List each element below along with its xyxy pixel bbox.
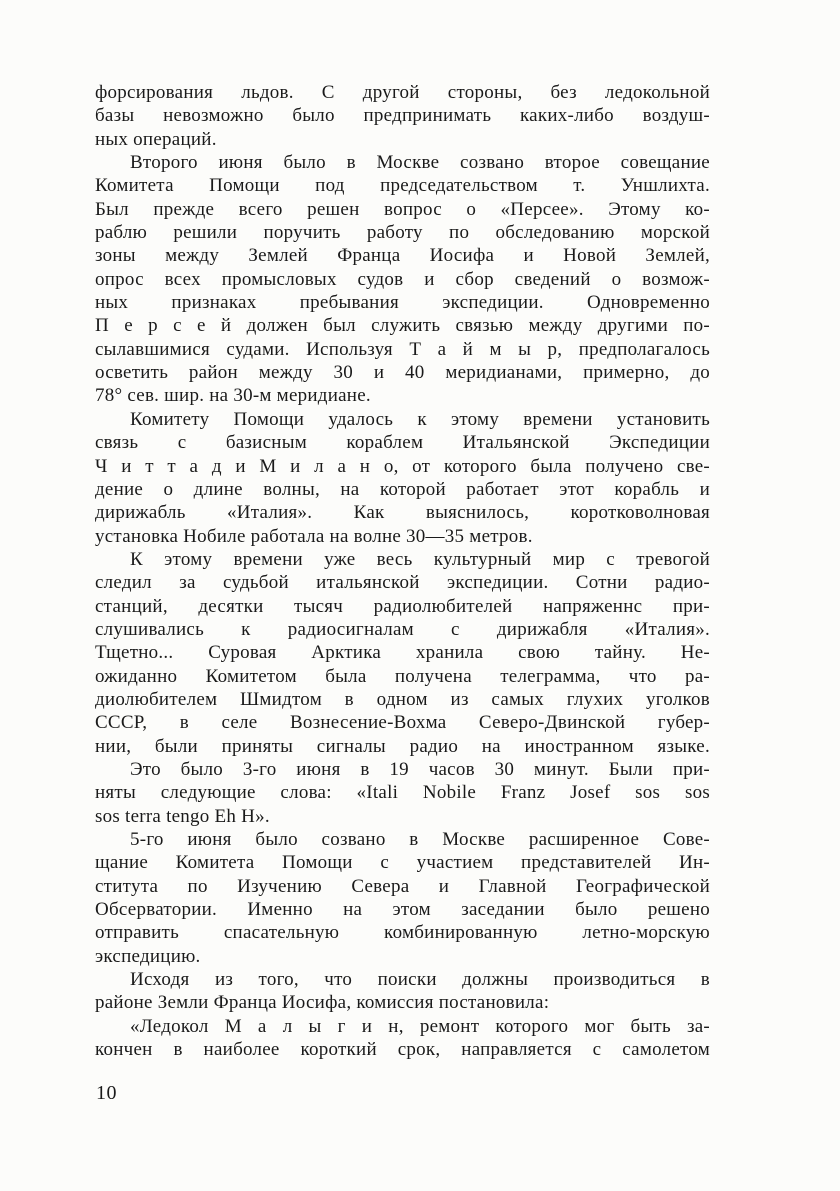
page-text — [95, 81, 710, 1061]
text-line: слушивались к радиосигналам с дирижабля «Италия». — [95, 618, 710, 640]
text-line: «Ледокол М а л ы г и н, ремонт которого мог быть за- — [130, 1015, 710, 1037]
text-line: районе Земли Франца Иосифа, комиссия постановила: — [95, 992, 550, 1014]
text-line: Обсерватории. Именно на этом заседании было решено — [95, 899, 710, 921]
text-line: дирижабль «Италия». Как выяснилось, коротковолновая — [95, 502, 710, 524]
text-line: няты следующие слова: «Itali Nobile Franz Josef sos sos — [95, 782, 710, 804]
text-line: раблю решили поручить работу по обследованию морской — [95, 222, 710, 244]
text-line: ститута по Изучению Севера и Главной Географической — [95, 875, 710, 897]
text-line: следил за судьбой итальянской экспедиции. Сотни радио- — [95, 572, 710, 594]
text-line: опрос всех промысловых судов и сбор сведений о возмож- — [95, 268, 710, 290]
text-line: дение о длине волны, на которой работает этот корабль и — [95, 478, 710, 500]
text-line: установка Нобиле работала на волне 30—35 метров. — [95, 525, 533, 547]
text-line: диолюбителем Шмидтом в одном из самых глухих уголков — [95, 688, 710, 710]
text-line: Исходя из того, что поиски должны производиться в — [130, 969, 710, 991]
text-line: ных операций. — [95, 128, 217, 150]
text-line: Второго июня было в Москве созвано второе совещание — [130, 152, 710, 174]
text-line: Комитета Помощи под председательством т. Уншлихта. — [95, 175, 710, 197]
text-line: sos terra tengo Eh H». — [95, 805, 270, 827]
text-line: Тщетно... Суровая Арктика хранила свою тайну. Не- — [95, 642, 710, 664]
text-line: СССР, в селе Вознесение-Вохма Северо-Двинской губер- — [95, 712, 710, 734]
text-line: ных признаках пребывания экспедиции. Одновременно — [95, 292, 710, 314]
text-line: 78° сев. шир. на 30-м меридиане. — [95, 385, 371, 407]
text-line: форсирования льдов. С другой стороны, без ледокольной — [95, 82, 710, 103]
text-line: 5-го июня было созвано в Москве расширенное Сове- — [130, 829, 710, 850]
page-number: 10 — [96, 1082, 117, 1104]
text-line: базы невозможно было предпринимать каких-либо воздуш- — [95, 105, 710, 127]
text-line: К этому времени уже весь культурный мир с тревогой — [130, 548, 710, 570]
text-line: Был прежде всего решен вопрос о «Персее». Этому ко- — [95, 198, 710, 220]
text-line: кончен в наиболее короткий срок, направляется с самолетом — [95, 1039, 710, 1061]
text-line: Ч и т т а д и М и л а н о, от которого была получено све- — [95, 455, 710, 477]
text-line: отправить спасательную комбинированную летно-морскую — [95, 922, 710, 944]
text-line: Это было 3-го июня в 19 часов 30 минут. Были при- — [130, 758, 710, 780]
text-line: станций, десятки тысяч радиолюбителей напряженнс при- — [95, 595, 710, 617]
text-line: ожиданно Комитетом была получена телеграмма, что ра- — [95, 665, 710, 687]
text-line: нии, были приняты сигналы радио на иностранном языке. — [95, 735, 710, 757]
text-line: осветить район между 30 и 40 меридианами, примерно, до — [95, 362, 710, 384]
text-line: сылавшимися судами. Используя Т а й м ы р, предполагалось — [95, 338, 710, 360]
text-line: зоны между Землей Франца Иосифа и Новой Землей, — [95, 245, 710, 267]
text-line: экспедицию. — [95, 945, 201, 967]
text-line: щание Комитета Помощи с участием представителей Ин- — [95, 852, 710, 874]
text-line: связь с базисным кораблем Итальянской Экспедиции — [95, 432, 710, 454]
text-line: П е р с е й должен был служить связью между другими по- — [95, 315, 710, 337]
text-line: Комитету Помощи удалось к этому времени установить — [130, 408, 710, 430]
